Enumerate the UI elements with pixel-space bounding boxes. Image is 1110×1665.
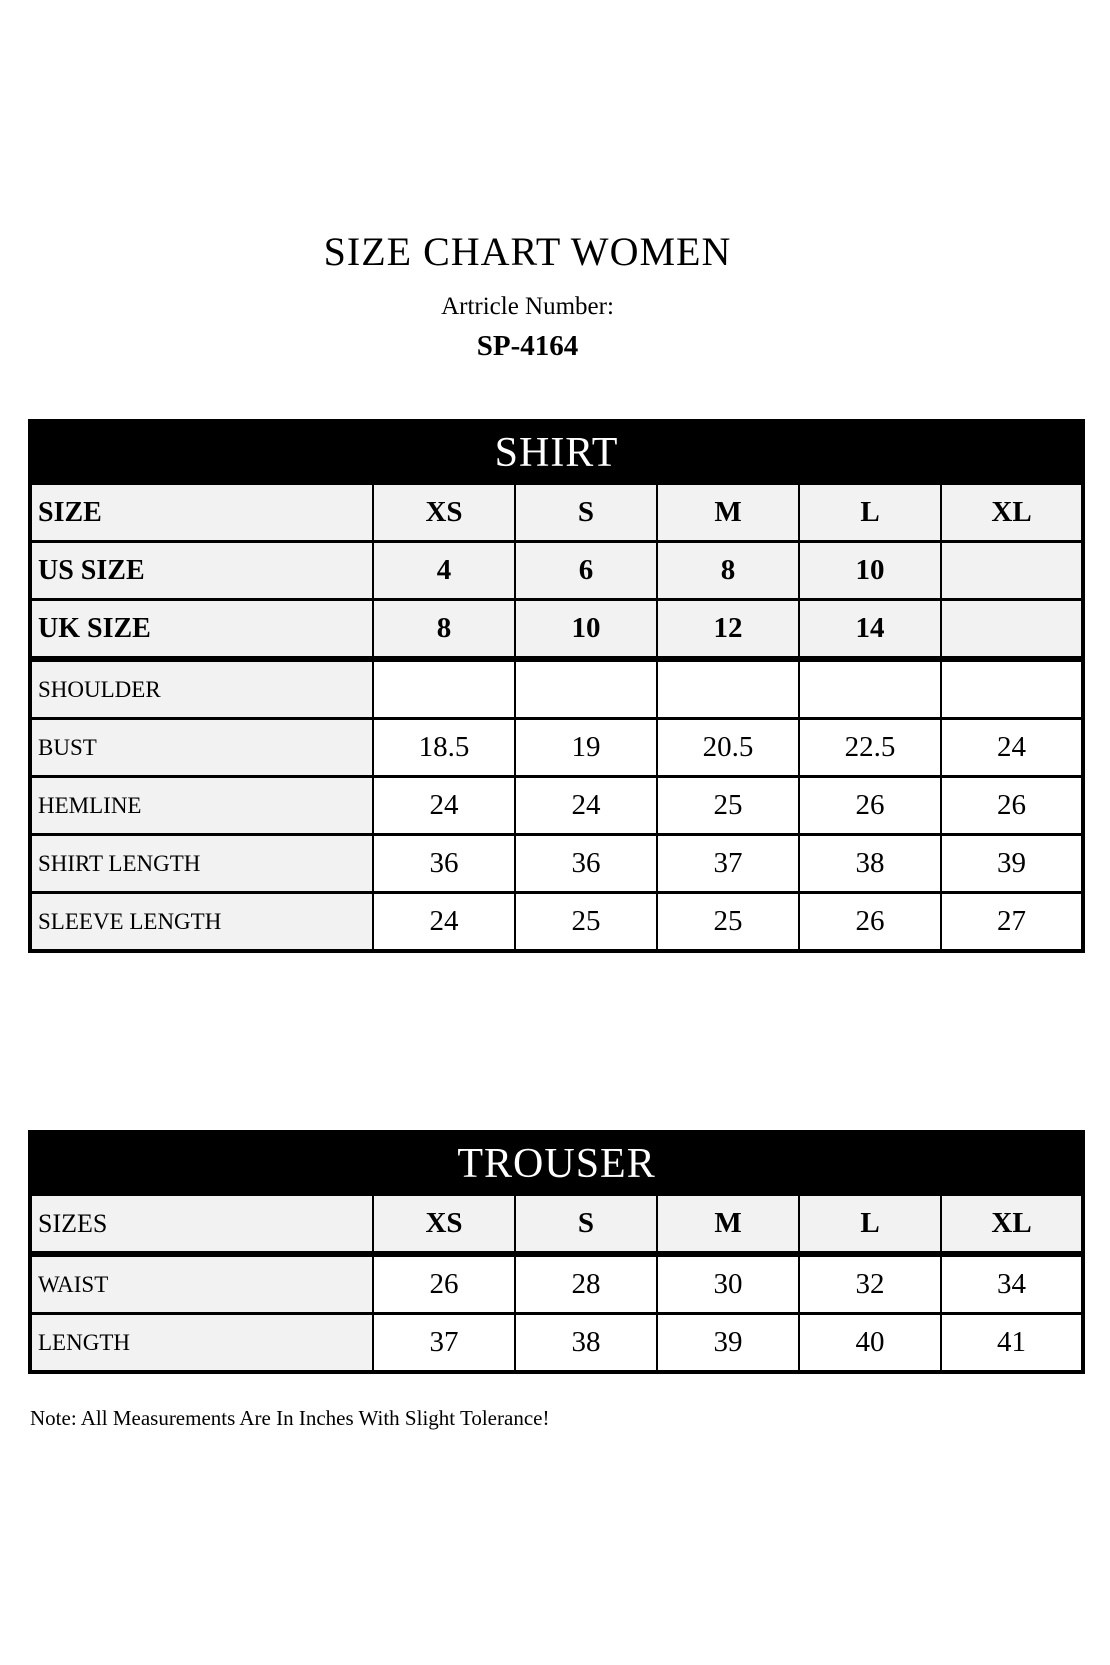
value-cell: XS bbox=[373, 484, 515, 542]
value-cell: L bbox=[799, 1195, 941, 1255]
trouser-table-title: TROUSER bbox=[30, 1132, 1083, 1195]
value-cell: 24 bbox=[373, 893, 515, 952]
value-cell: 14 bbox=[799, 600, 941, 660]
row-label: UK SIZE bbox=[30, 600, 373, 660]
value-cell: 38 bbox=[799, 835, 941, 893]
measurements-note: Note: All Measurements Are In Inches With Slight Tolerance! bbox=[30, 1406, 550, 1430]
value-cell: L bbox=[799, 484, 941, 542]
table-row bbox=[30, 542, 1083, 600]
value-cell: 10 bbox=[515, 600, 657, 660]
value-cell: 26 bbox=[941, 777, 1083, 835]
table-row bbox=[30, 1195, 1083, 1255]
value-cell: 37 bbox=[657, 835, 799, 893]
value-cell: 36 bbox=[515, 835, 657, 893]
table-row bbox=[30, 893, 1083, 952]
value-cell bbox=[941, 542, 1083, 600]
table-row bbox=[30, 719, 1083, 777]
value-cell: 25 bbox=[515, 893, 657, 952]
value-cell: 27 bbox=[941, 893, 1083, 952]
value-cell: 26 bbox=[799, 777, 941, 835]
value-cell: 18.5 bbox=[373, 719, 515, 777]
value-cell: 24 bbox=[515, 777, 657, 835]
value-cell: 26 bbox=[373, 1254, 515, 1314]
value-cell: 36 bbox=[373, 835, 515, 893]
page-title: SIZE CHART WOMEN bbox=[323, 229, 732, 274]
row-label: SHIRT LENGTH bbox=[30, 835, 373, 893]
shirt-table-title: SHIRT bbox=[30, 421, 1083, 484]
row-label: SIZE bbox=[30, 484, 373, 542]
value-cell: 39 bbox=[941, 835, 1083, 893]
row-label: US SIZE bbox=[30, 542, 373, 600]
value-cell: 40 bbox=[799, 1314, 941, 1373]
row-label: HEMLINE bbox=[30, 777, 373, 835]
table-row bbox=[30, 484, 1083, 542]
value-cell: 39 bbox=[657, 1314, 799, 1373]
table-row bbox=[30, 600, 1083, 660]
value-cell bbox=[515, 659, 657, 719]
value-cell: 28 bbox=[515, 1254, 657, 1314]
table-row bbox=[30, 659, 1083, 719]
article-number-value: SP-4164 bbox=[476, 330, 579, 362]
value-cell: S bbox=[515, 484, 657, 542]
value-cell: 38 bbox=[515, 1314, 657, 1373]
row-label: SIZES bbox=[30, 1195, 373, 1255]
value-cell: M bbox=[657, 1195, 799, 1255]
value-cell: 20.5 bbox=[657, 719, 799, 777]
value-cell bbox=[941, 659, 1083, 719]
value-cell: 25 bbox=[657, 777, 799, 835]
value-cell bbox=[941, 600, 1083, 660]
value-cell: 10 bbox=[799, 542, 941, 600]
row-label: SHOULDER bbox=[30, 659, 373, 719]
value-cell: 8 bbox=[657, 542, 799, 600]
table-row bbox=[30, 835, 1083, 893]
value-cell: 19 bbox=[515, 719, 657, 777]
row-label: SLEEVE LENGTH bbox=[30, 893, 373, 952]
value-cell: 30 bbox=[657, 1254, 799, 1314]
value-cell: 24 bbox=[941, 719, 1083, 777]
trouser-table-title-row bbox=[30, 1132, 1083, 1195]
table-row bbox=[30, 1314, 1083, 1373]
trouser-size-table bbox=[28, 1130, 1085, 1374]
value-cell: S bbox=[515, 1195, 657, 1255]
value-cell bbox=[373, 659, 515, 719]
shirt-table-title-row bbox=[30, 421, 1083, 484]
value-cell: 4 bbox=[373, 542, 515, 600]
value-cell: 37 bbox=[373, 1314, 515, 1373]
value-cell bbox=[799, 659, 941, 719]
table-row bbox=[30, 1254, 1083, 1314]
shirt-size-table bbox=[28, 419, 1085, 953]
article-number-label: Artricle Number: bbox=[441, 293, 614, 320]
row-label: LENGTH bbox=[30, 1314, 373, 1373]
value-cell: 25 bbox=[657, 893, 799, 952]
value-cell: 34 bbox=[941, 1254, 1083, 1314]
row-label: BUST bbox=[30, 719, 373, 777]
value-cell: XL bbox=[941, 484, 1083, 542]
value-cell: XS bbox=[373, 1195, 515, 1255]
value-cell: 41 bbox=[941, 1314, 1083, 1373]
value-cell: 22.5 bbox=[799, 719, 941, 777]
value-cell: 24 bbox=[373, 777, 515, 835]
value-cell: 8 bbox=[373, 600, 515, 660]
row-label: WAIST bbox=[30, 1254, 373, 1314]
value-cell: M bbox=[657, 484, 799, 542]
value-cell: 26 bbox=[799, 893, 941, 952]
value-cell: XL bbox=[941, 1195, 1083, 1255]
table-row bbox=[30, 777, 1083, 835]
value-cell bbox=[657, 659, 799, 719]
document-header bbox=[0, 0, 1110, 363]
value-cell: 32 bbox=[799, 1254, 941, 1314]
value-cell: 12 bbox=[657, 600, 799, 660]
value-cell: 6 bbox=[515, 542, 657, 600]
